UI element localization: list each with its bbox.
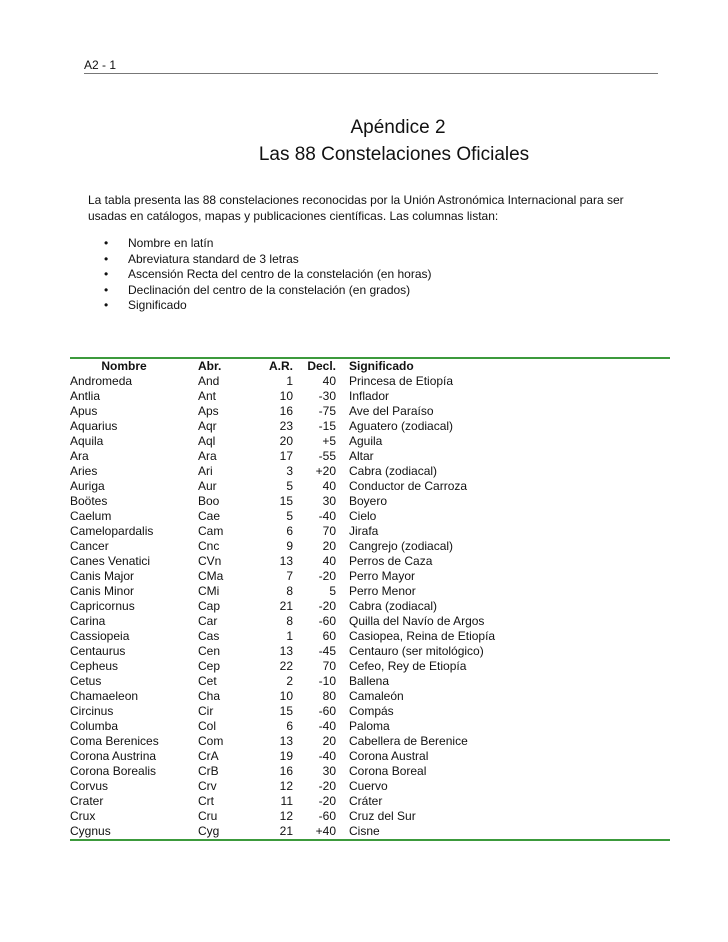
cell-abr: CVn (198, 554, 222, 568)
cell-ar: 21 (279, 824, 293, 838)
header-rule (84, 73, 658, 74)
cell-significado: Ballena (349, 674, 390, 688)
table-row (70, 509, 670, 524)
cell-significado: Jirafa (349, 524, 379, 538)
col-header-significado: Significado (349, 359, 414, 373)
cell-abr: CMa (198, 569, 224, 583)
cell-significado: Cruz del Sur (349, 809, 416, 823)
cell-significado: Cangrejo (zodiacal) (349, 539, 454, 553)
cell-decl: 30 (322, 494, 336, 508)
cell-nombre: Aquarius (70, 419, 118, 433)
cell-ar: 17 (279, 449, 293, 463)
cell-nombre: Caelum (70, 509, 112, 523)
cell-significado: Inflador (349, 389, 390, 403)
cell-ar: 6 (286, 524, 293, 538)
column-list (104, 236, 432, 314)
cell-abr: Cen (198, 644, 221, 658)
table-row (70, 464, 670, 479)
cell-decl: 30 (322, 764, 336, 778)
cell-abr: Cep (198, 659, 221, 673)
cell-decl: -10 (318, 674, 336, 688)
cell-significado: Ave del Paraíso (349, 404, 434, 418)
table-row (70, 479, 670, 494)
list-item: • Abreviatura standard de 3 letras (104, 252, 432, 268)
cell-decl: 20 (322, 734, 336, 748)
cell-abr: Cru (198, 809, 218, 823)
table-row (70, 539, 670, 554)
cell-decl: 70 (322, 524, 336, 538)
cell-abr: Cyg (198, 824, 220, 838)
cell-abr: Cet (198, 674, 217, 688)
cell-abr: CrB (198, 764, 219, 778)
cell-abr: Ant (198, 389, 217, 403)
cell-nombre: Corona Austrina (70, 749, 157, 763)
cell-abr: Aql (198, 434, 216, 448)
cell-significado: Perro Menor (349, 584, 416, 598)
cell-significado: Casiopea, Reina de Etiopía (349, 629, 496, 643)
cell-decl: -40 (318, 509, 336, 523)
table-row (70, 794, 670, 809)
table-header-row (70, 359, 670, 374)
col-header-abr: Abr. (198, 359, 222, 373)
cell-nombre: Boötes (70, 494, 108, 508)
cell-ar: 7 (286, 569, 293, 583)
cell-significado: Altar (349, 449, 374, 463)
table-row (70, 524, 670, 539)
cell-ar: 2 (286, 674, 293, 688)
cell-decl: +40 (315, 824, 336, 838)
cell-abr: Cir (198, 704, 214, 718)
cell-significado: Conductor de Carroza (349, 479, 468, 493)
cell-abr: Car (198, 614, 218, 628)
cell-nombre: Canis Major (70, 569, 135, 583)
cell-nombre: Chamaeleon (70, 689, 139, 703)
cell-nombre: Aquila (70, 434, 104, 448)
cell-significado: Corona Boreal (349, 764, 427, 778)
cell-decl: -60 (318, 614, 336, 628)
cell-abr: CrA (198, 749, 219, 763)
cell-nombre: Corona Borealis (70, 764, 157, 778)
cell-ar: 5 (286, 479, 293, 493)
cell-nombre: Cancer (70, 539, 109, 553)
table-row (70, 554, 670, 569)
col-header-nombre: Nombre (101, 359, 147, 373)
cell-abr: Aqr (198, 419, 217, 433)
cell-nombre: Cassiopeia (70, 629, 130, 643)
cell-significado: Camaleón (349, 689, 404, 703)
cell-ar: 1 (286, 374, 293, 388)
cell-decl: 60 (322, 629, 336, 643)
cell-ar: 9 (286, 539, 293, 553)
table-row (70, 389, 670, 404)
cell-ar: 1 (286, 629, 293, 643)
cell-ar: 20 (279, 434, 293, 448)
cell-decl: -15 (318, 419, 336, 433)
cell-nombre: Circinus (70, 704, 114, 718)
cell-significado: Cabra (zodiacal) (349, 464, 438, 478)
cell-ar: 23 (279, 419, 293, 433)
col-header-decl: Decl. (307, 359, 336, 373)
cell-nombre: Crux (70, 809, 96, 823)
cell-ar: 12 (279, 779, 293, 793)
cell-decl: 40 (322, 554, 336, 568)
table-row (70, 764, 670, 779)
constellations-table (70, 357, 670, 841)
cell-ar: 15 (279, 494, 293, 508)
cell-significado: Perro Mayor (349, 569, 416, 583)
cell-decl: -55 (318, 449, 336, 463)
cell-ar: 6 (286, 719, 293, 733)
cell-decl: -60 (318, 704, 336, 718)
cell-nombre: Camelopardalis (70, 524, 154, 538)
cell-significado: Princesa de Etiopía (349, 374, 454, 388)
cell-significado: Boyero (349, 494, 388, 508)
cell-ar: 21 (279, 599, 293, 613)
table-body (70, 374, 670, 839)
cell-nombre: Corvus (70, 779, 109, 793)
cell-significado: Cabellera de Berenice (349, 734, 468, 748)
cell-abr: Crt (198, 794, 214, 808)
cell-abr: Cnc (198, 539, 220, 553)
cell-ar: 13 (279, 644, 293, 658)
cell-nombre: Cetus (70, 674, 102, 688)
cell-abr: Ari (198, 464, 213, 478)
cell-abr: Cap (198, 599, 221, 613)
cell-ar: 8 (286, 584, 293, 598)
table-row (70, 404, 670, 419)
cell-nombre: Columba (70, 719, 119, 733)
cell-decl: -40 (318, 719, 336, 733)
cell-significado: Cabra (zodiacal) (349, 599, 438, 613)
cell-ar: 22 (279, 659, 293, 673)
cell-nombre: Andromeda (70, 374, 133, 388)
cell-nombre: Aries (70, 464, 98, 478)
table-row (70, 809, 670, 824)
cell-significado: Cisne (349, 824, 380, 838)
table-row (70, 824, 670, 839)
table-row (70, 644, 670, 659)
cell-decl: 20 (322, 539, 336, 553)
cell-decl: -20 (318, 794, 336, 808)
cell-significado: Centauro (ser mitológico) (349, 644, 484, 658)
page-title: Apéndice 2 (350, 117, 446, 138)
table-row (70, 584, 670, 599)
cell-decl: +5 (322, 434, 336, 448)
cell-decl: -20 (318, 569, 336, 583)
cell-decl: 80 (322, 689, 336, 703)
cell-abr: Cae (198, 509, 221, 523)
table-row (70, 494, 670, 509)
cell-ar: 11 (280, 794, 293, 808)
cell-abr: Boo (198, 494, 220, 508)
cell-nombre: Auriga (70, 479, 105, 493)
cell-nombre: Crater (70, 794, 104, 808)
page-header: A2 - 1 (84, 58, 117, 72)
cell-abr: Aps (198, 404, 219, 418)
cell-nombre: Antlia (70, 389, 101, 403)
cell-ar: 10 (279, 689, 293, 703)
cell-nombre: Centaurus (70, 644, 126, 658)
table-row (70, 449, 670, 464)
cell-decl: -60 (318, 809, 336, 823)
cell-nombre: Apus (70, 404, 98, 418)
cell-significado: Cefeo, Rey de Etiopía (349, 659, 467, 673)
table-row (70, 629, 670, 644)
cell-significado: Perros de Caza (349, 554, 433, 568)
table-row (70, 434, 670, 449)
cell-ar: 3 (286, 464, 293, 478)
cell-ar: 16 (279, 404, 293, 418)
cell-nombre: Cygnus (70, 824, 111, 838)
cell-nombre: Capricornus (70, 599, 135, 613)
cell-ar: 10 (279, 389, 293, 403)
cell-abr: Cas (198, 629, 220, 643)
table-row (70, 599, 670, 614)
table-row (70, 674, 670, 689)
cell-ar: 19 (279, 749, 293, 763)
cell-nombre: Ara (70, 449, 89, 463)
cell-significado: Cielo (349, 509, 377, 523)
cell-ar: 8 (286, 614, 293, 628)
table-row (70, 749, 670, 764)
cell-significado: Aguila (349, 434, 383, 448)
cell-ar: 16 (279, 764, 293, 778)
cell-ar: 13 (279, 554, 293, 568)
cell-abr: Cha (198, 689, 221, 703)
cell-nombre: Coma Berenices (70, 734, 159, 748)
cell-decl: 5 (329, 584, 336, 598)
cell-abr: Cam (198, 524, 224, 538)
cell-decl: +20 (315, 464, 336, 478)
cell-significado: Compás (349, 704, 394, 718)
intro-paragraph: La tabla presenta las 88 constelaciones reconocidas por la Unión Astronómica Internacional para ser usadas en catálogos, mapas y publicaciones científicas. Las columnas listan: (88, 193, 624, 223)
cell-abr: CMi (198, 584, 220, 598)
table-row (70, 419, 670, 434)
table-row (70, 734, 670, 749)
cell-ar: 15 (279, 704, 293, 718)
cell-decl: -20 (318, 599, 336, 613)
cell-abr: Col (198, 719, 217, 733)
cell-decl: -30 (318, 389, 336, 403)
table-bottom-rule (70, 839, 670, 841)
table-row (70, 569, 670, 584)
cell-nombre: Carina (70, 614, 106, 628)
cell-decl: -45 (318, 644, 336, 658)
table-row (70, 704, 670, 719)
cell-significado: Corona Austral (349, 749, 429, 763)
cell-nombre: Canis Minor (70, 584, 135, 598)
cell-decl: 70 (322, 659, 336, 673)
col-header-ar: A.R. (269, 359, 293, 373)
cell-significado: Quilla del Navío de Argos (349, 614, 485, 628)
cell-decl: -75 (318, 404, 336, 418)
list-item: • Ascensión Recta del centro de la constelación (en horas) (104, 267, 432, 283)
page-subtitle: Las 88 Constelaciones Oficiales (258, 144, 530, 165)
cell-abr: Crv (198, 779, 217, 793)
table-row (70, 779, 670, 794)
cell-ar: 12 (279, 809, 293, 823)
cell-significado: Paloma (349, 719, 390, 733)
cell-abr: Com (198, 734, 224, 748)
table-row (70, 374, 670, 389)
cell-nombre: Cepheus (70, 659, 119, 673)
list-item: • Significado (104, 298, 432, 314)
table-row (70, 719, 670, 734)
table-row (70, 659, 670, 674)
table-row (70, 689, 670, 704)
cell-significado: Cuervo (349, 779, 388, 793)
list-item: • Declinación del centro de la constelación (en grados) (104, 283, 432, 299)
list-item: • Nombre en latín (104, 236, 432, 252)
cell-decl: 40 (322, 374, 336, 388)
table-row (70, 614, 670, 629)
cell-decl: 40 (322, 479, 336, 493)
cell-decl: -20 (318, 779, 336, 793)
cell-ar: 13 (279, 734, 293, 748)
cell-abr: Ara (198, 449, 217, 463)
cell-significado: Aguatero (zodiacal) (349, 419, 454, 433)
cell-abr: Aur (198, 479, 217, 493)
cell-significado: Cráter (349, 794, 383, 808)
cell-nombre: Canes Venatici (70, 554, 151, 568)
cell-decl: -40 (318, 749, 336, 763)
cell-ar: 5 (286, 509, 293, 523)
cell-abr: And (198, 374, 220, 388)
